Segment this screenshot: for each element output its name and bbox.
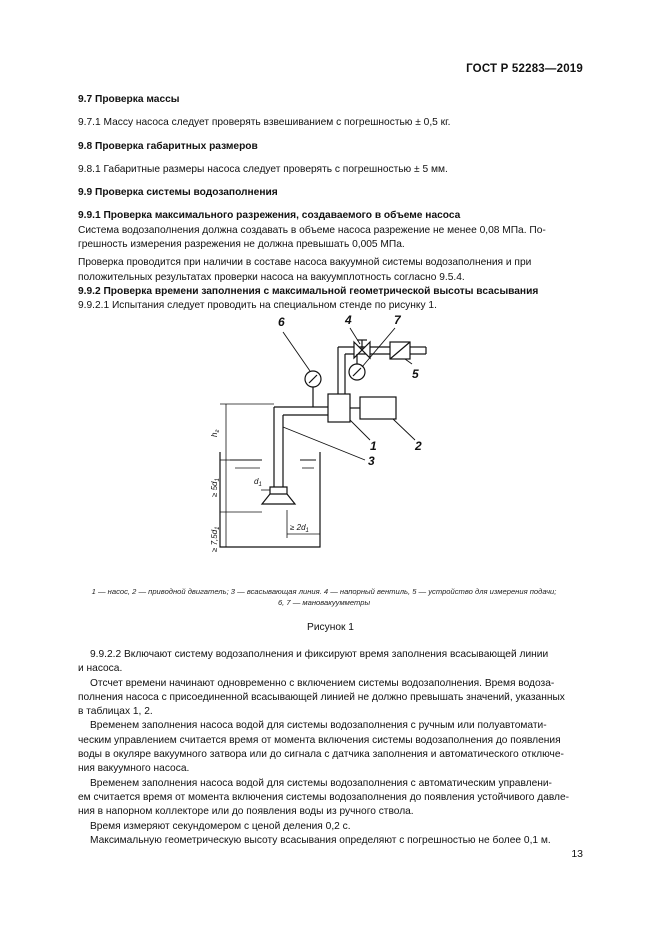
section-9-8-title: 9.8 Проверка габаритных размеров bbox=[78, 140, 258, 152]
label-6: 6 bbox=[278, 315, 285, 329]
dim-ge5d: ≥ $5d_1$ bbox=[210, 478, 221, 497]
test-stand-diagram bbox=[190, 312, 450, 577]
page-number: 13 bbox=[571, 848, 583, 860]
manual-fill-para-line1: Временем заполнения насоса водой для системы водозаполнения с ручным или полуавтомати- bbox=[90, 720, 547, 732]
figure-caption-line2: 6, 7 — мановакуумметры bbox=[277, 598, 371, 607]
timing-para-line2: полнения насоса с присоединенной всасывающей линией не должно превышать значений, указанных bbox=[78, 691, 565, 703]
label-3: 3 bbox=[368, 454, 375, 468]
dim-ge75d: ≥ $7,5d_1$ bbox=[210, 526, 221, 552]
auto-fill-para-line3: ния в напорном коллекторе или до появления воды из ручного ствола. bbox=[78, 806, 414, 818]
dim-ge2d: ≥ $2d_1$ bbox=[290, 523, 309, 534]
section-9-7-title: 9.7 Проверка массы bbox=[78, 94, 180, 105]
label-5: 5 bbox=[412, 367, 419, 381]
label-2: 2 bbox=[415, 439, 422, 453]
section-9-9-1-p1-line1: Система водозаполнения должна создавать в объеме насоса разрежение не менее 0,08 МПа. По- bbox=[78, 224, 546, 236]
section-9-9-title: 9.9 Проверка системы водозаполнения bbox=[78, 187, 278, 199]
dim-d1: $d_1$ bbox=[254, 477, 262, 488]
section-9-8-1: 9.8.1 Габаритные размеры насоса следует проверять с погрешностью ± 5 мм. bbox=[78, 163, 448, 175]
suction-height-para: Максимальную геометрическую высоту всасывания определяют с погрешностью не более 0,1 м. bbox=[90, 834, 551, 846]
section-9-9-1-p1-line2: грешность измерения разрежения не должна превышать 0,005 МПа. bbox=[78, 239, 405, 251]
figure-caption bbox=[44, 586, 604, 608]
manual-fill-para-line2: ческим управлением считается время от момента включения системы водозаполнения до появления bbox=[78, 734, 561, 746]
section-9-7-1: 9.7.1 Массу насоса следует проверять взвешиванием с погрешностью ± 0,5 кг. bbox=[78, 117, 451, 129]
section-9-9-2-title: 9.9.2 Проверка времени заполнения с максимальной геометрической высоты всасывания bbox=[78, 285, 539, 297]
section-9-9-1-p2-line2: положительных результатах проверки насоса на вакуумплотность согласно 9.5.4. bbox=[78, 271, 465, 283]
stopwatch-para: Время измеряют секундомером с ценой деления 0,2 с. bbox=[90, 820, 351, 832]
document-standard-header: ГОСТ Р 52283—2019 bbox=[466, 63, 583, 75]
label-4: 4 bbox=[345, 313, 352, 327]
figure-caption-line1: 1 — насос, 2 — приводной двигатель; 3 — всасывающая линия. 4 — напорный вентиль, 5 — устройство для измерения подачи; bbox=[91, 587, 557, 596]
document-body-upper bbox=[78, 93, 584, 314]
document-body-lower bbox=[78, 648, 584, 848]
auto-fill-para-line2: ем считается время от момента включения системы водозаполнения до появления устойчивого давле- bbox=[78, 791, 570, 803]
section-9-9-2-2-line2: и насоса. bbox=[78, 663, 123, 675]
section-9-9-1-p2-line1: Проверка проводится при наличии в составе насоса вакуумной системы водозаполнения и при bbox=[78, 257, 532, 269]
dim-h: $h_г$ bbox=[210, 429, 221, 437]
label-7: 7 bbox=[394, 313, 401, 327]
timing-para-line3: в таблицах 1, 2. bbox=[78, 706, 153, 718]
label-1: 1 bbox=[370, 439, 377, 453]
drive-motor bbox=[360, 397, 396, 419]
auto-fill-para-line1: Временем заполнения насоса водой для системы водозаполнения с автоматическим управлени- bbox=[90, 777, 552, 789]
pump bbox=[328, 394, 350, 422]
timing-para-line1: Отсчет времени начинают одновременно с включением системы водозаполнения. Время водоза- bbox=[90, 677, 555, 689]
section-9-9-1-title: 9.9.1 Проверка максимального разрежения, создаваемого в объеме насоса bbox=[78, 210, 461, 222]
figure-title: Рисунок 1 bbox=[307, 622, 354, 633]
section-9-9-2-2-line1: 9.9.2.2 Включают систему водозаполнения и фиксируют время заполнения всасывающей линии bbox=[90, 649, 549, 660]
suction-strainer bbox=[270, 487, 287, 494]
section-9-9-2-1: 9.9.2.1 Испытания следует проводить на специальном стенде по рисунку 1. bbox=[78, 300, 437, 312]
manual-fill-para-line4: ния вакуумного насоса. bbox=[78, 763, 190, 775]
manual-fill-para-line3: воды в окуляре вакуумного затвора или до сигнала с датчика заполнения и автоматического отключе- bbox=[78, 749, 564, 761]
